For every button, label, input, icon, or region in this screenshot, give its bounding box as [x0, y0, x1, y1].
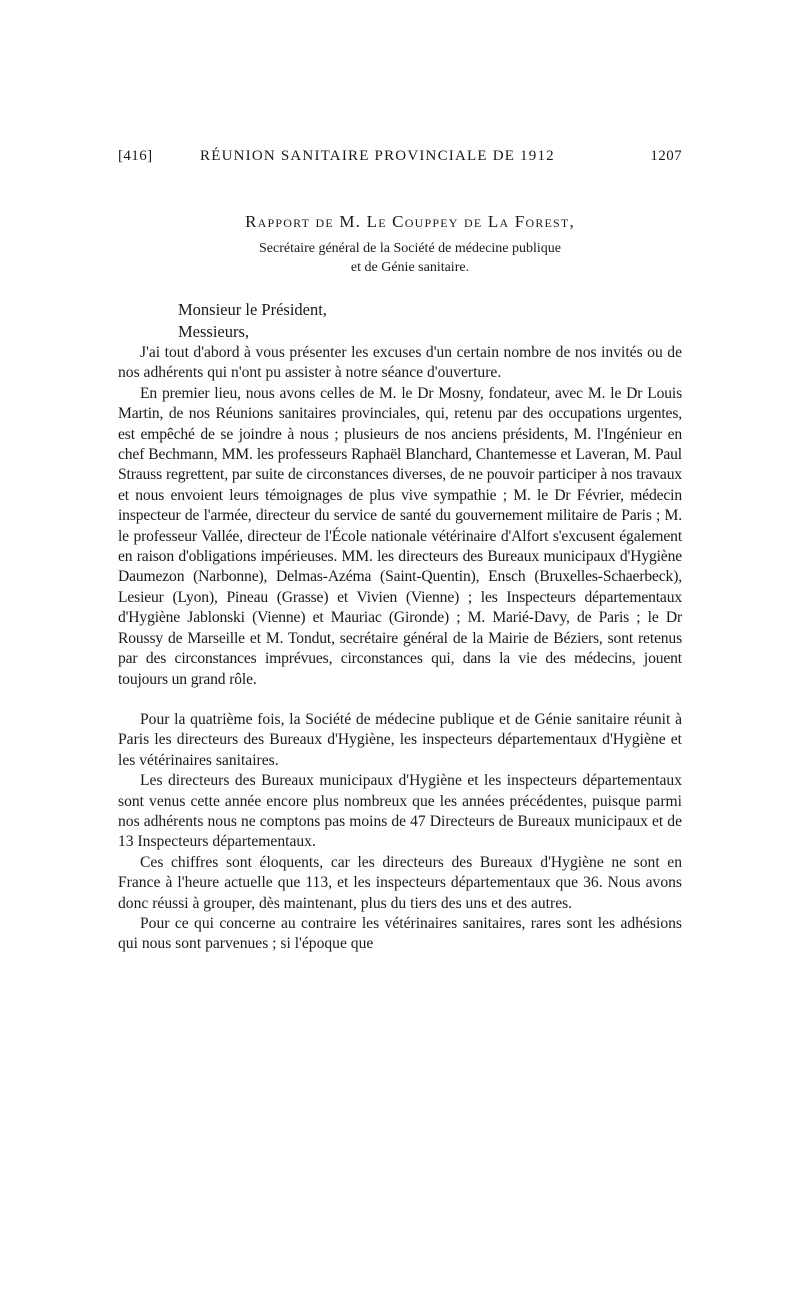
body-section-1	[118, 343, 682, 690]
paragraph: Ces chiffres sont éloquents, car les directeurs des Bureaux d'Hygiène ne sont en France à l'heure actuelle que 113, et les inspecteurs départementaux que 36. Nous avons donc réussi à grouper, dès maintenant, plus du tiers des uns et des autres.	[118, 853, 682, 912]
paragraph: Pour la quatrième fois, la Société de médecine publique et de Génie sanitaire réunit à Paris les directeurs des Bureaux d'Hygiène, les inspecteurs départementaux d'Hygiène et les vétérinaires sanitaires.	[118, 710, 682, 769]
paragraph: Les directeurs des Bureaux municipaux d'Hygiène et les inspecteurs départementaux sont venus cette année encore plus nombreux que les années précédentes, puisque parmi nos adhérents nous ne comptons pas moins de 47 Directeurs de Bureaux municipaux et de 13 Inspecteurs départementaux.	[118, 772, 682, 851]
running-header	[118, 148, 682, 172]
page-number: 1207	[650, 148, 682, 164]
salutation	[118, 299, 682, 343]
body-section-2	[118, 710, 682, 955]
subtitle-line-2: et de Génie sanitaire.	[350, 260, 470, 275]
section-gap	[118, 690, 682, 710]
report-title: Rapport de M. Le Couppey de La Forest,	[245, 212, 575, 231]
subtitle-line-1: Secrétaire général de la Société de médecine publique	[258, 241, 562, 256]
running-title: RÉUNION SANITAIRE PROVINCIALE DE 1912	[200, 148, 555, 164]
paragraph: J'ai tout d'abord à vous présenter les excuses d'un certain nombre de nos invités ou de nos adhérents qui n'ont pu assister à notre séance d'ouverture.	[118, 344, 682, 382]
salutation-line-2: Messieurs,	[178, 322, 250, 341]
paragraph: Pour ce qui concerne au contraire les vétérinaires sanitaires, rares sont les adhésions qui nous sont parvenues ; si l'époque que	[118, 914, 682, 953]
document-page	[118, 148, 682, 955]
report-subtitle	[118, 239, 682, 277]
bracket-page-marker: [416]	[118, 148, 153, 164]
salutation-line-1: Monsieur le Président,	[178, 300, 327, 319]
paragraph: En premier lieu, nous avons celles de M. le Dr Mosny, fondateur, avec M. le Dr Louis Martin, de nos Réunions sanitaires provinciales, qui, retenu par des occupations urgentes, est empêché de se joindre à nous ; plusieurs de nos anciens présidents, M. l'Ingénieur en chef Bechmann, MM. les professeurs Raphaël Blanchard, Chantemesse et Laveran, M. Paul Strauss regrettent, par suite de circonstances diverses, de ne pouvoir participer à nos travaux et nous envoient leurs témoignages de plus vive sympathie ; M. le Dr Février, médecin inspecteur de l'armée, directeur du service de santé du gouvernement militaire de Paris ; M. le professeur Vallée, directeur de l'École nationale vétérinaire d'Alfort s'excusent également en raison d'obligations impérieuses. MM. les directeurs des Bureaux municipaux d'Hygiène Daumezon (Narbonne), Delmas-Azéma (Saint-Quentin), Ensch (Bruxelles-Schaerbeck), Lesieur (Lyon), Pineau (Grasse) et Vivien (Vienne) ; les Inspecteurs départementaux d'Hygiène Jablonski (Vienne) et Mauriac (Gironde) ; M. Marié-Davy, de Paris ; le Dr Roussy de Marseille et M. Tondut, secrétaire général de la Mairie de Béziers, sont retenus par des circonstances imprévues, circonstances qui, dans la vie des médecins, jouent toujours un grand rôle.	[118, 384, 682, 688]
